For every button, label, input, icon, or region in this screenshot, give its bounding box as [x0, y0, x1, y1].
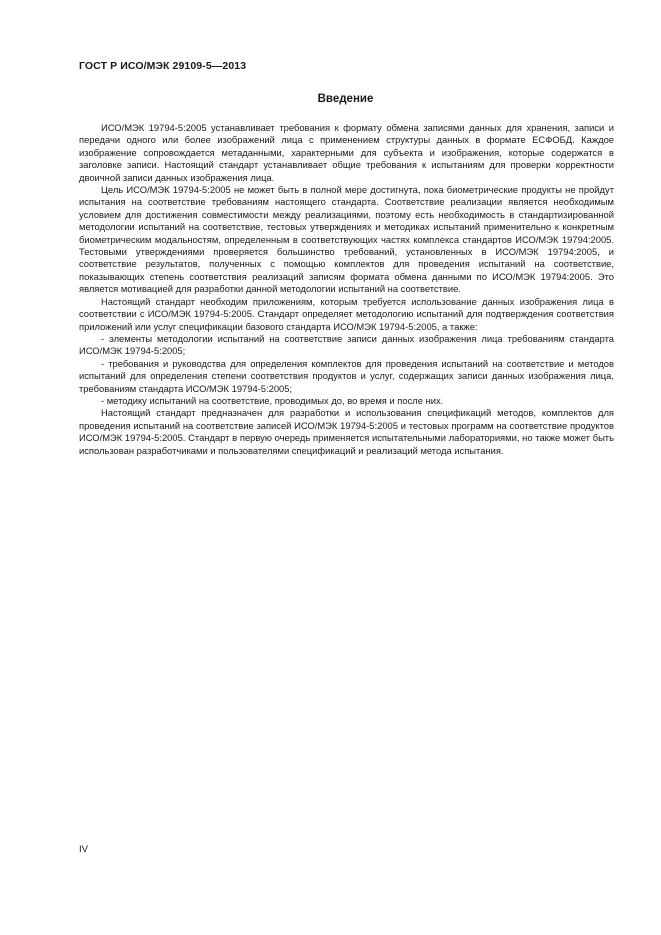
section-title: Введение: [317, 93, 374, 105]
paragraph-purpose: Цель ИСО/МЭК 19794-5:2005 не может быть в полной мере достигнута, пока биометрические продукты не пройдут испытания на соответствие требованиям настоящего стандарта. Соответствие реализации является необходимым условием для достижения совместимости между реализациями, поэтому есть необходимость в стандартизированной методологии испытаний на соответствие, тестовых утверждениях и методиках испытаний применительно к конкретным биометрическим модальностям, определенным в соответствующих частях комплекса стандартов ИСО/МЭК 19794:2005. Тестовыми утверждениями проверяется большинство требований, установленных в ИСО/МЭК 19794:2005, и соответствие результатов, полученных с помощью комплектов для проведения испытаний на соответствие, показывающих степень соответствия реализаций записям формата обмена данными по ИСО/МЭК 19794:2005. Это является мотивацией для разработки данной методологии испытаний на соответствие.: [79, 184, 614, 295]
document-standard-code: ГОСТ Р ИСО/МЭК 29109-5—2013: [79, 60, 247, 72]
page-number: IV: [79, 844, 88, 855]
list-item-methodology-elements: - элементы методологии испытаний на соответствие записи данных изображения лица требованиям стандарта ИСО/МЭК 19794-5:2005;: [79, 332, 614, 357]
paragraph-applications: Настоящий стандарт необходим приложениям, которым требуется использование данных изображения лица в соответствии с ИСО/МЭК 19794-5:2005. Стандарт определяет методологию испытаний для подтверждения соответствия приложений или услуг спецификации базового стандарта ИСО/МЭК 19794-5:2005, а также:: [79, 295, 614, 332]
list-item-requirements-guidelines: - требования и руководства для определения комплектов для проведения испытаний на соответствие и методов испытаний для определения степени соответствия продуктов и услуг, содержащих записи данных изображения лица, требованиям стандарта ИСО/МЭК 19794-5:2005;: [79, 357, 614, 394]
introduction-body: [79, 122, 614, 457]
list-item-test-procedure: - методику испытаний на соответствие, проводимых до, во время и после них.: [101, 394, 444, 406]
paragraph-scope: ИСО/МЭК 19794-5:2005 устанавливает требования к формату обмена записями данных для хранения, записи и передачи одного или более изображений лица с применением структуры данных в формате ЕСФОБД. Каждое изображение сопровождается метаданными, характерными для субъекта и изображения, которые содержатся в заголовке записи. Настоящий стандарт устанавливает общие требования к испытаниям для проверки корректности двоичной записи данных изображения лица.: [79, 122, 614, 183]
paragraph-intended-use: Настоящий стандарт предназначен для разработки и использования спецификаций методов, комплектов для проведения испытаний на соответствие записей ИСО/МЭК 19794-5:2005 и тестовых программ на соответствие продуктов ИСО/МЭК 19794-5:2005. Стандарт в первую очередь применяется испытательными лабораториями, но также может быть использован разработчиками и пользователями спецификаций и реализаций метода испытания.: [79, 407, 614, 456]
